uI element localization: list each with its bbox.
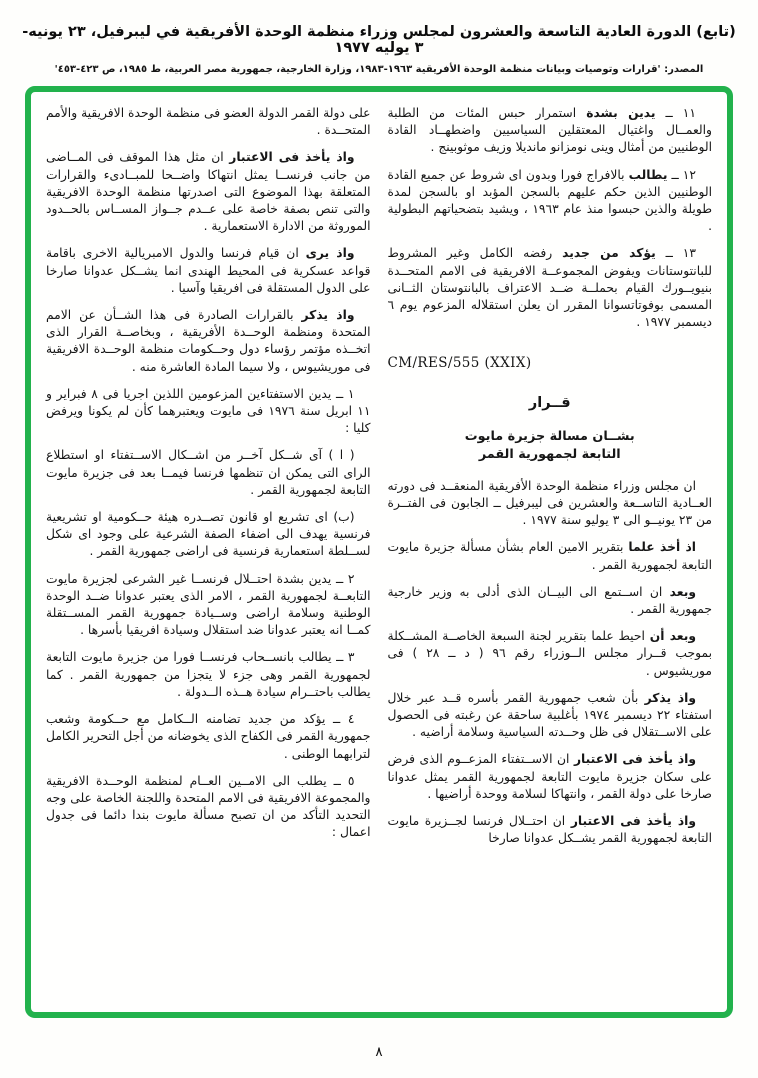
paragraph-lead: واذ يأخذ فى الاعتبار: [573, 752, 696, 767]
paragraph: [46, 447, 371, 499]
paragraph-text: احيط علما بتقرير لجنة السبعة الخاصــة المشــكلة بموجب قــرار مجلس الــوزراء رقم ٩٦ ( د ــ ٢٨ ) فى موريشيوس .: [387, 629, 712, 678]
resolution-subtitle: [388, 428, 713, 464]
paragraph: [388, 539, 713, 573]
paragraph-lead: واذ يرى: [305, 246, 355, 261]
paragraph-lead: وبعد: [669, 584, 696, 599]
resolution-subtitle-line: التابعة لجمهورية القمر: [478, 446, 621, 462]
paragraph-number: ١٢ ــ: [671, 167, 696, 182]
paragraph-lead: واذ يذكر: [644, 690, 696, 705]
paragraph: [46, 105, 371, 139]
page-header: [20, 24, 738, 75]
paragraph-text: ان احتــلال فرنسا لجــزيرة مايوت التابعة لجمهورية القمر يشــكل عدوانا صارخا: [387, 814, 712, 846]
page-number: ٨: [375, 1044, 383, 1060]
paragraph: [46, 307, 371, 376]
header-session-title: (تابع) الدورة العادية التاسعة والعشرون لمجلس وزراء منظمة الوحدة الأفريقية في ليبرفيل، ٢٣ يونيه- ٣ يوليه ١٩٧٧: [22, 24, 736, 56]
paragraph: [46, 711, 371, 763]
paragraph: [46, 509, 371, 561]
paragraph: [46, 649, 371, 701]
paragraph-text: يطالب بانســحاب فرنســا فورا من جزيرة مايوت التابعة لجمهورية القمر وهى جزء لا يتجزا من جمهورية القمر . كما يطالب باحتــرام سيادة هــذه الــدولة .: [46, 650, 371, 699]
paragraph-text: رفضه الكامل وغير المشروط للبانتوستانات ويفوض المجموعــة الافريقية فى الامم المتحــدة بنيويــورك القيام بحملــة ضــد الاعتراف بالبانتوستان الثــانى المسمى بوفوتاتسوانا المقرر ان يعلن استقلاله المزعوم يوم ٦ ديسمبر ١٩٧٧ .: [387, 246, 712, 330]
paragraph-text: بتقرير الامين العام بشأن مسألة جزيرة مايوت التابعة لجمهورية القمر .: [387, 540, 712, 572]
document-frame: [25, 86, 733, 1018]
paragraph: [388, 245, 713, 331]
paragraph-lead: واذ يأخذ فى الاعتبار: [570, 814, 696, 829]
paragraph-lead: واذ يأخذ فى الاعتبار: [229, 150, 355, 165]
paragraph: [46, 149, 371, 235]
paragraph-number: ١ ــ: [335, 386, 355, 401]
paragraph-lead: وبعد أن: [649, 629, 696, 644]
paragraph-text: يطلب الى الامــين العــام لمنظمة الوحــدة الافريقية والمجموعة الافريقية فى الامم المتحدة واللجنة الخاصة على وجه التحديد التأكد من ان تصبح مسألة مايوت بندا دائما فى جدول اعمال :: [46, 773, 371, 840]
paragraph: [388, 584, 713, 618]
paragraph-number: ١١ ــ: [665, 106, 696, 120]
paragraph-text: ان قيام فرنسا والدول الامبريالية الاخرى باقامة قواعد عسكرية فى المحيط الهندى انما يشــكل عدوانا صارخا على الدول المستقلة فى افريقيا وآسيا .: [46, 246, 371, 295]
resolution-subtitle-line: بشــان مسالة جزيرة مايوت: [464, 428, 635, 444]
paragraph-number: ٤ ــ: [333, 712, 355, 727]
paragraph-text: ان الاســتفتاء المزعــوم الذى فرض على سكان جزيرة مايوت التابعة لجمهورية القمر يمثل عدوانا صارخا على دولة القمر ، وانتهاكا لسلامة ووحدة أراضيها .: [387, 752, 712, 801]
paragraph-text: يدين الاستفتاءين المزعومين اللذين اجريا فى ٨ فبراير و ١١ ابريل سنة ١٩٧٦ فى مايوت ويعتبرهما كأن لم يكونا ويرفض كليا :: [46, 386, 371, 436]
paragraph: [46, 386, 371, 438]
paragraph-text: ان مجلس وزراء منظمة الوحدة الأفريقية المنعقــد فى دورته العــادية التاســعة والعشرين فى ليبرفيل ــ الجابون فى الفتــرة من ٢٣ يونيــو الى ٣ يوليو سنة ١٩٧٧ .: [387, 478, 712, 528]
two-column-body: [46, 105, 712, 1002]
paragraph-text: ان اســتمع الى البيــان الذى أدلى به وزير خارجية جمهورية القمر .: [387, 584, 712, 617]
paragraph-lead: يدين بشدة: [586, 106, 656, 120]
resolution-ref: CM/RES/555 (XXIX): [387, 355, 532, 372]
paragraph: [46, 773, 371, 842]
paragraph-number: ٢ ــ: [335, 571, 355, 586]
paragraph: [388, 167, 713, 236]
resolution-heading: قــرار: [528, 394, 571, 411]
paragraph-lead: اذ أخذ علما: [628, 540, 696, 555]
paragraph-lead: يؤكد من جديد: [562, 246, 656, 261]
paragraph: [46, 571, 371, 640]
paragraph: [388, 478, 713, 530]
paragraph-number: ٣ ــ: [336, 650, 355, 665]
paragraph-text: ان مثل هذا الموقف فى المــاضى من جانب فرنســا يمثل انتهاكا واضــحا للمبــادىء والقرارات المتعلقة بهذا الموضوع التى اصدرتها منظمة الوحدة الافريقية والتى تنص بصفة خاصة على عــدم جــواز المســاس بالحــدود الموروثة من الادارة الاستعمارية .: [46, 150, 371, 234]
paragraph-lead: واذ يذكر: [301, 308, 355, 323]
paragraph: [388, 628, 713, 680]
paragraph: [388, 690, 713, 742]
paragraph-text: على دولة القمر الدولة العضو فى منظمة الوحدة الافريقية والأمم المتحــدة .: [46, 106, 371, 138]
paragraph-text: يؤكد من جديد تضامنه الــكامل مع حــكومة وشعب جمهورية القمر فى الكفاح الذى يخوضانه من أجل التحرير الكامل لترابهما الوطنى .: [46, 712, 371, 761]
paragraph-number: ٥ ــ: [333, 773, 355, 788]
paragraph-text: يدين بشدة احتــلال فرنســا غير الشرعى لجزيرة مايوت التابعــة لجمهورية القمر ، الامر الذى يعتبر عدوانا ضــد الوحدة الوطنية وسلامة اراضى وســيادة جمهورية القمر المســتقلة كمــا انه يعتبر عدوانا ضد استقلال وسيادة افريقيا بأسرها .: [46, 571, 371, 638]
header-source-line: المصدر: 'قرارات وتوصيات وبيانات منظمة الوحدة الأفريقية ١٩٦٣-١٩٨٣، وزارة الخارجية، جمهورية مصر العربية، ط ١٩٨٥، ص ٤٢٣-٤٥٣': [54, 64, 704, 75]
column-right: [388, 105, 713, 1002]
paragraph-text: بالافراج فورا وبدون اى شروط عن جميع القادة الوطنيين الذين حكم عليهم بالسجن المؤبد او بالسجن لمدة طويلة والذين حبسوا منذ عام ١٩٦٣ ، ويشيد بتضحياتهم البطولية .: [387, 167, 712, 234]
paragraph: [388, 105, 713, 157]
paragraph-text: استمرار حبس المئات من الطلبة والعمــال واغتيال المعتقلين السياسيين واضطهــاد القادة الوطنيين من أمثال وينى نومزانو مانديلا وزيف موثوبينج .: [387, 106, 712, 155]
paragraph-text: (ب) اى تشريع او قانون تصــدره هيئة حــكومية او تشريعية فرنسية يهدف الى اضفاء الصفة الشرعية على وجود اى شكل لســلطة استعمارية فرنسية فى اراضى جمهورية القمر .: [46, 510, 371, 559]
paragraph-text: بالقرارات الصادرة فى هذا الشــأن عن الامم المتحدة ومنظمة الوحــدة الأفريقية ، وبخاصــة القرار الذى اتخــذه مؤتمر رؤساء دول وحــكومات منظمة الوحــدة الافريقية فى موريشيوس ، ولا سيما المادة العاشرة منه .: [46, 308, 371, 374]
paragraph: [388, 751, 713, 803]
paragraph: [46, 245, 371, 297]
paragraph-text: بأن شعب جمهورية القمر بأسره قــد عبر خلال استفتاء ٢٢ ديسمبر ١٩٧٤ بأغلبية ساحقة عن رغبته فى الحصول على الاســتقلال فى ظل وحــدته السياسية وسلامة أراضيه .: [387, 690, 712, 740]
paragraph-text: ( ا ) آى شــكل آخــر من اشــكال الاســتفتاء او استطلاع الراى التى يمكن ان تنظمها فرنسا فيمــا بعد فى جزيرة مايوت التابعة لجمهورية القمر .: [46, 448, 371, 497]
paragraph: [388, 813, 713, 847]
paragraph-number: ١٣ ــ: [665, 246, 696, 261]
column-left: [46, 105, 371, 1002]
paragraph-lead: يطالب: [628, 167, 668, 182]
